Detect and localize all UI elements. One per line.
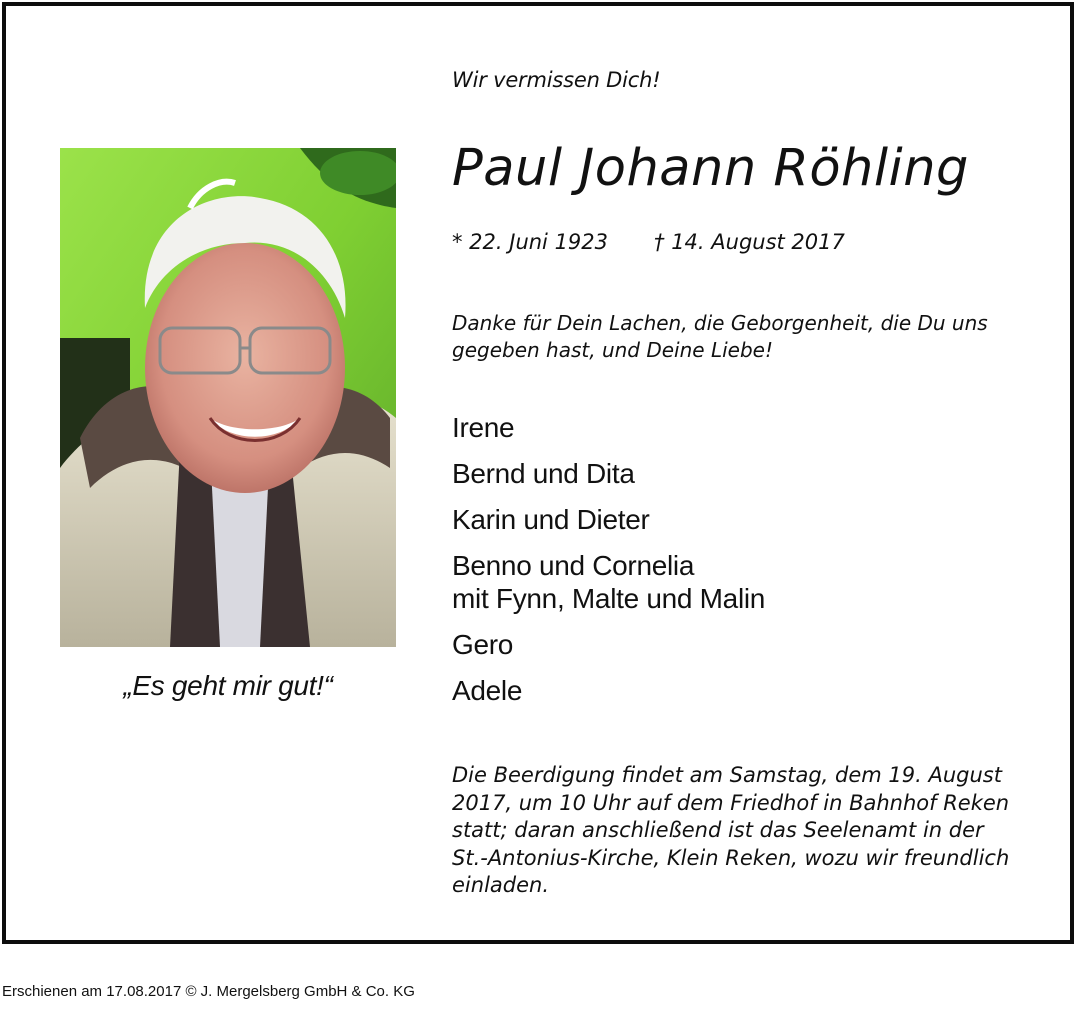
mourner-name: Karin und Dieter [452,504,650,535]
funeral-line: St.-Antonius-Kirche, Klein Reken, wozu wir freundlich [452,845,1010,870]
mourner-name: Bernd und Dita [452,458,635,489]
funeral-line: Die Beerdigung findet am Samstag, dem 19. August [452,763,1002,787]
life-dates [452,230,845,254]
quote: „Es geht mir gut!“ [123,670,333,701]
thanks-text [452,310,1052,364]
mourner-name: Gero [452,629,514,660]
mourners-list [452,411,765,720]
funeral-line: statt; daran anschließend ist das Seelenamt in der [452,818,984,842]
thanks-line: gegeben hast, und Deine Liebe! [452,338,773,362]
publication-footer: Erschienen am 17.08.2017 © J. Mergelsberg GmbH & Co. KG [2,983,415,1000]
mourner-name: mit Fynn, Malte und Malin [452,583,766,614]
obituary-frame [2,2,1074,944]
funeral-line: einladen. [452,873,550,897]
death-date: † 14. August 2017 [654,230,845,254]
deceased-name: Paul Johann Röhling [452,139,969,198]
funeral-details [452,762,1052,900]
funeral-line: 2017, um 10 Uhr auf dem Friedhof in Bahnhof Reken [452,790,1010,815]
thanks-line: Danke für Dein Lachen, die Geborgenheit, die Du uns [452,311,988,335]
birth-date: * 22. Juni 1923 [452,230,609,254]
mourner-name: Irene [452,412,515,443]
intro-text: Wir vermissen Dich! [452,68,661,92]
portrait-photo [60,148,396,647]
mourner-name: Adele [452,675,523,706]
mourner-name: Benno und Cornelia [452,550,695,581]
